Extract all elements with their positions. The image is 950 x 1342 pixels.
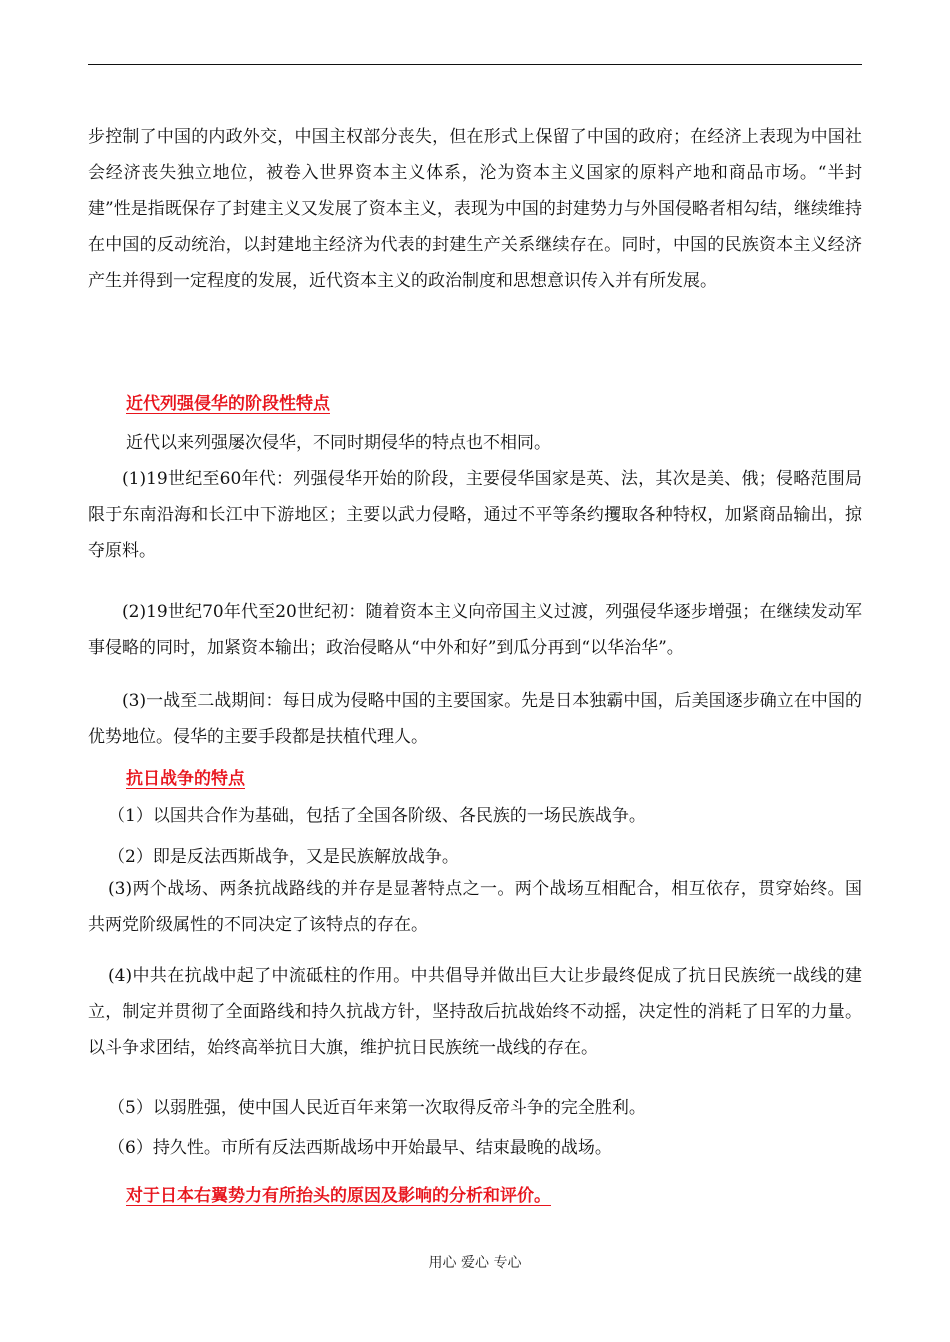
section2-item-2: （2）即是反法西斯战争，又是民族解放战争。 [108,847,459,867]
intro-paragraph-block [88,119,862,299]
page-footer: 用心 爱心 专心 [428,1255,522,1271]
intro-paragraph: 步控制了中国的内政外交，中国主权部分丧失，但在形式上保留了中国的政府；在经济上表现为中国社会经济丧失独立地位，被卷入世界资本主义体系，沦为资本主义国家的原料产地和商品市场。“半封建”性是指既保存了封建主义又发展了资本主义，表现为中国的封建势力与外国侵略者相勾结，继续维持在中国的反动统治，以封建地主经济为代表的封建生产关系继续存在。同时，中国的民族资本主义经济产生并得到一定程度的发展，近代资本主义的政治制度和思想意识传入并有所发展。 [88,127,862,291]
section1-item-1-block [88,461,862,569]
section1-item-3-block [88,683,862,755]
section3-heading: 对于日本右翼势力有所抬头的原因及影响的分析和评价。 [126,1186,551,1206]
section1-intro: 近代以来列强屡次侵华，不同时期侵华的特点也不相同。 [126,433,551,453]
section2-item-5: （5）以弱胜强，使中国人民近百年来第一次取得反帝斗争的完全胜利。 [108,1098,646,1118]
section1-item-3: (3)一战至二战期间：每日成为侵略中国的主要国家。先是日本独霸中国，后美国逐步确立在中国的优势地位。侵华的主要手段都是扶植代理人。 [88,691,862,747]
section2-heading: 抗日战争的特点 [126,769,245,789]
section1-heading: 近代列强侵华的阶段性特点 [126,394,330,414]
section2-item-4: (4)中共在抗战中起了中流砥柱的作用。中共倡导并做出巨大让步最终促成了抗日民族统一战线的建立，制定并贯彻了全面路线和持久抗战方针，坚持敌后抗战始终不动摇，决定性的消耗了日军的力量。以斗争求团结，始终高举抗日大旗，维护抗日民族统一战线的存在。 [88,966,862,1058]
section2-item-3-block [88,871,862,943]
section2-item-1: （1）以国共合作为基础，包括了全国各阶级、各民族的一场民族战争。 [108,806,646,826]
section2-item-3: (3)两个战场、两条抗战路线的并存是显著特点之一。两个战场互相配合，相互依存，贯穿始终。国共两党阶级属性的不同决定了该特点的存在。 [88,879,862,935]
section2-item-4-block [88,958,862,1066]
section1-item-1: (1)19世纪至60年代：列强侵华开始的阶段，主要侵华国家是英、法，其次是美、俄；侵略范围局限于东南沿海和长江中下游地区；主要以武力侵略，通过不平等条约攫取各种特权，加紧商品输出，掠夺原料。 [88,469,862,561]
section2-item-6: （6）持久性。市所有反法西斯战场中开始最早、结束最晚的战场。 [108,1138,612,1158]
section1-item-2: (2)19世纪70年代至20世纪初：随着资本主义向帝国主义过渡，列强侵华逐步增强；在继续发动军事侵略的同时，加紧资本输出；政治侵略从“中外和好”到瓜分再到“以华治华”。 [88,602,862,658]
header-rule [88,64,862,65]
section1-item-2-block [88,594,862,666]
